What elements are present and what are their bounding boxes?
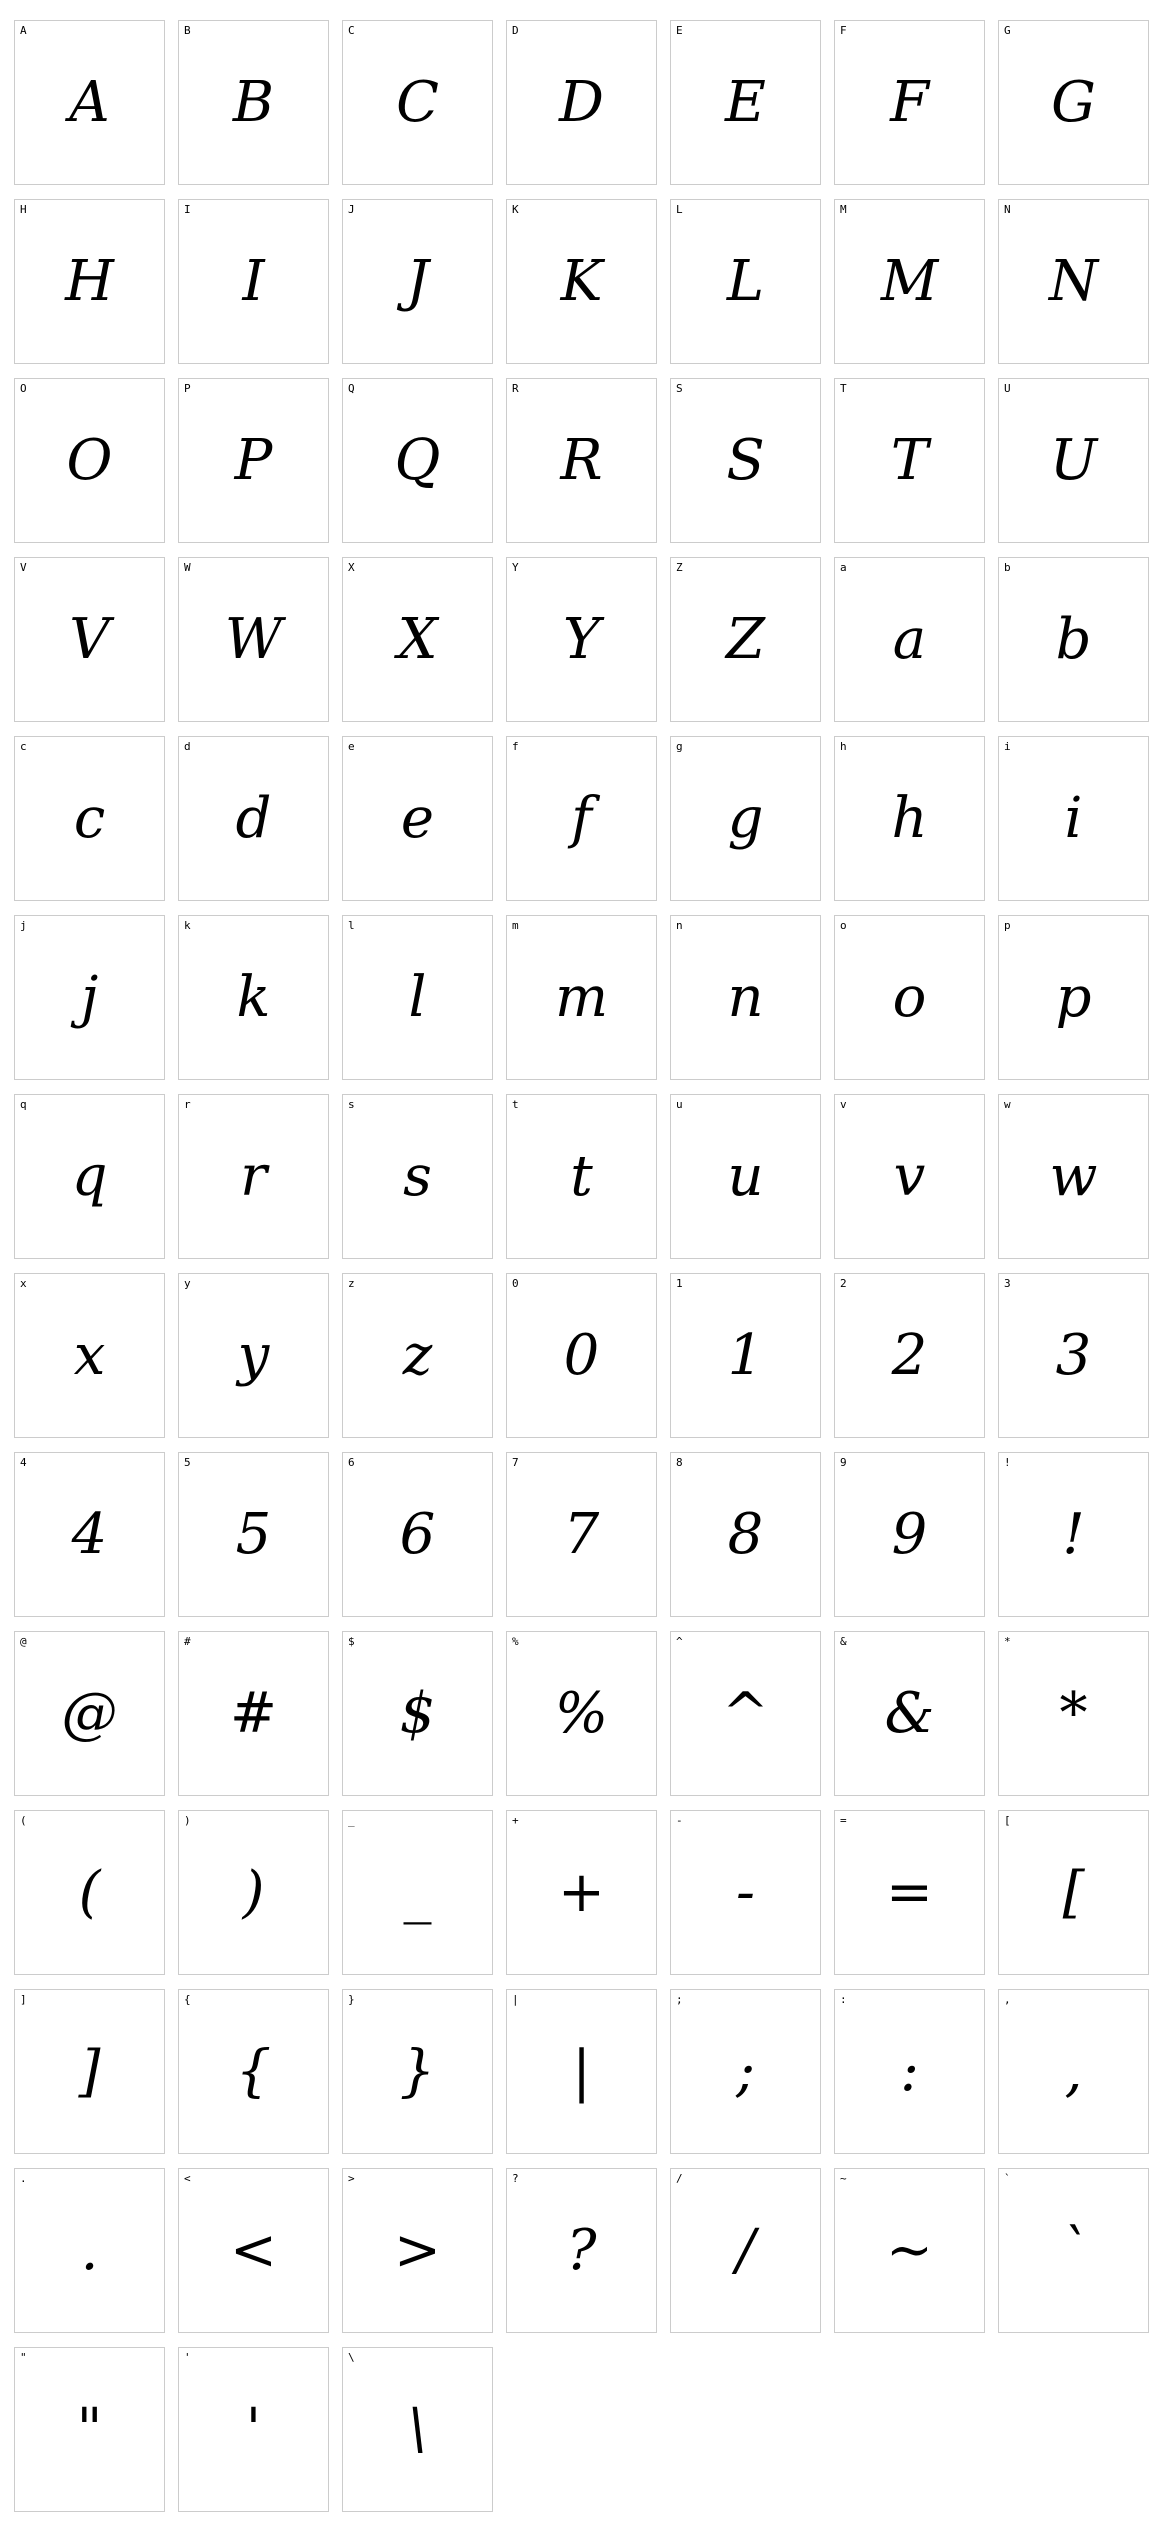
glyph-cell-label: 6 [348,1456,355,1469]
glyph-cell [178,378,329,543]
glyph-cell-label: N [1004,203,1011,216]
glyph-cell [14,557,165,722]
glyph-cell-label: u [676,1098,683,1111]
glyph-cell-label: w [1004,1098,1011,1111]
glyph-cell [834,378,985,543]
glyph-cell [14,1810,165,1975]
glyph-cell-label: q [20,1098,27,1111]
glyph-preview: i [1064,786,1083,851]
glyph-cell-label: / [676,2172,683,2185]
glyph-cell [670,1094,821,1259]
glyph-preview: J [406,249,429,314]
glyph-cell-label: l [348,919,355,932]
glyph-cell [670,915,821,1080]
glyph-cell-label: Z [676,561,683,574]
glyph-preview: h [891,786,928,851]
glyph-cell-label: } [348,1993,355,2006]
glyph-cell [178,1094,329,1259]
glyph-preview: " [76,2397,103,2462]
glyph-cell [998,2168,1149,2333]
glyph-cell [14,1094,165,1259]
glyph-cell-label: c [20,740,27,753]
glyph-preview: ' [245,2397,262,2462]
glyph-cell [670,1810,821,1975]
glyph-preview: 8 [727,1502,764,1567]
glyph-cell [506,1631,657,1796]
glyph-preview: % [554,1681,609,1746]
glyph-cell-label: ~ [840,2172,847,2185]
glyph-cell-label: p [1004,919,1011,932]
glyph-preview: I [242,249,265,314]
glyph-preview: K [560,249,603,314]
glyph-preview: C [396,70,439,135]
glyph-preview: A [69,70,110,135]
glyph-cell [506,557,657,722]
glyph-cell [998,1273,1149,1438]
glyph-preview: z [402,1323,433,1388]
glyph-cell [178,1631,329,1796]
glyph-cell-label: T [840,382,847,395]
glyph-preview: F [890,70,929,135]
glyph-cell-label: ' [184,2351,191,2364]
glyph-preview: H [65,249,114,314]
glyph-cell-label: ` [1004,2172,1011,2185]
glyph-cell [14,2347,165,2512]
glyph-cell-label: . [20,2172,27,2185]
glyph-cell-label: | [512,1993,519,2006]
glyph-preview: p [1055,965,1092,1030]
glyph-cell-label: m [512,919,519,932]
glyph-cell [834,1989,985,2154]
glyph-preview: . [80,2218,99,2283]
glyph-cell-label: $ [348,1635,355,1648]
glyph-cell [14,2168,165,2333]
glyph-preview: a [892,607,927,672]
glyph-preview: N [1049,249,1098,314]
glyph-preview: 5 [235,1502,272,1567]
glyph-cell-label: x [20,1277,27,1290]
glyph-preview: G [1051,70,1096,135]
glyph-preview: ~ [886,2218,933,2283]
glyph-cell-label: I [184,203,191,216]
glyph-cell-label: o [840,919,847,932]
glyph-preview: c [73,786,106,851]
glyph-cell [178,2168,329,2333]
glyph-preview: R [560,428,603,493]
glyph-cell-label: @ [20,1635,27,1648]
glyph-cell-label: ; [676,1993,683,2006]
glyph-preview: e [400,786,435,851]
glyph-cell-label: _ [348,1814,355,1827]
glyph-cell-label: h [840,740,847,753]
glyph-preview: g [727,786,764,851]
glyph-cell-label: A [20,24,27,37]
glyph-cell [670,1631,821,1796]
glyph-cell-label: R [512,382,519,395]
glyph-cell [506,1452,657,1617]
glyph-cell [342,1273,493,1438]
glyph-preview: D [559,70,604,135]
glyph-cell [998,736,1149,901]
glyph-preview: ) [242,1860,265,1925]
glyph-cell-label: ) [184,1814,191,1827]
glyph-cell [834,199,985,364]
glyph-cell [670,557,821,722]
glyph-preview: U [1049,428,1098,493]
glyph-cell-label: { [184,1993,191,2006]
glyph-preview: B [232,70,275,135]
glyph-cell [14,1273,165,1438]
glyph-cell [834,915,985,1080]
glyph-preview: ? [566,2218,597,2283]
glyph-cell-label: U [1004,382,1011,395]
glyph-cell [670,2168,821,2333]
glyph-cell-label: \ [348,2351,355,2364]
glyph-cell [998,557,1149,722]
glyph-cell-label: J [348,203,355,216]
glyph-cell-label: ? [512,2172,519,2185]
glyph-preview: @ [61,1681,118,1746]
glyph-cell-label: v [840,1098,847,1111]
glyph-cell-label: 2 [840,1277,847,1290]
glyph-cell [506,2168,657,2333]
glyph-cell-label: ! [1004,1456,1011,1469]
glyph-cell-label: 3 [1004,1277,1011,1290]
glyph-cell [178,736,329,901]
glyph-cell [14,1631,165,1796]
glyph-cell-label: W [184,561,191,574]
glyph-preview: O [66,428,113,493]
glyph-preview: V [69,607,110,672]
glyph-cell-label: 1 [676,1277,683,1290]
glyph-preview: = [886,1860,933,1925]
glyph-cell-label: O [20,382,27,395]
glyph-cell-label: k [184,919,191,932]
glyph-preview: 1 [727,1323,764,1388]
glyph-preview: 7 [563,1502,600,1567]
glyph-cell [178,915,329,1080]
glyph-cell [178,20,329,185]
glyph-preview: ! [1062,1502,1085,1567]
glyph-cell [14,378,165,543]
glyph-cell-label: ] [20,1993,27,2006]
glyph-cell-label: D [512,24,519,37]
glyph-preview: m [554,965,609,1030]
glyph-preview: , [1064,2039,1083,2104]
glyph-cell [670,1989,821,2154]
glyph-cell [834,1094,985,1259]
glyph-preview: S [726,428,765,493]
glyph-cell-label: M [840,203,847,216]
glyph-preview: b [1055,607,1092,672]
glyph-cell-label: n [676,919,683,932]
glyph-cell [834,2168,985,2333]
glyph-preview: $ [399,1681,436,1746]
glyph-cell-label: y [184,1277,191,1290]
glyph-cell-label: z [348,1277,355,1290]
glyph-preview: + [558,1860,605,1925]
glyph-cell-label: G [1004,24,1011,37]
glyph-cell [834,1810,985,1975]
glyph-cell-label: : [840,1993,847,2006]
glyph-preview: P [234,428,273,493]
glyph-cell-label: Y [512,561,519,574]
glyph-preview: y [237,1323,270,1388]
glyph-preview: ; [736,2039,755,2104]
glyph-cell-label: K [512,203,519,216]
glyph-cell [342,2168,493,2333]
glyph-preview: Y [563,607,600,672]
glyph-preview: f [571,786,592,851]
glyph-cell [670,378,821,543]
glyph-cell [670,1273,821,1438]
glyph-cell-label: E [676,24,683,37]
glyph-cell-label: # [184,1635,191,1648]
glyph-cell [342,2347,493,2512]
glyph-cell [506,1273,657,1438]
glyph-cell [834,557,985,722]
glyph-cell-label: < [184,2172,191,2185]
glyph-cell [342,1810,493,1975]
glyph-cell-label: B [184,24,191,37]
glyph-cell [834,1452,985,1617]
glyph-cell-label: S [676,382,683,395]
glyph-cell [998,1094,1149,1259]
glyph-cell [342,915,493,1080]
glyph-preview: # [230,1681,277,1746]
glyph-cell [342,20,493,185]
glyph-cell-label: 8 [676,1456,683,1469]
glyph-preview: ^ [722,1681,769,1746]
glyph-cell [342,378,493,543]
glyph-cell [506,915,657,1080]
glyph-cell [178,557,329,722]
glyph-preview: ] [78,2039,101,2104]
glyph-cell [342,557,493,722]
glyph-cell [14,915,165,1080]
glyph-preview: ` [1059,2218,1088,2283]
glyph-cell-label: t [512,1098,519,1111]
glyph-preview: o [892,965,927,1030]
glyph-cell-label: L [676,203,683,216]
glyph-cell [14,1989,165,2154]
glyph-preview: E [725,70,766,135]
glyph-preview: M [880,249,939,314]
glyph-cell [178,199,329,364]
glyph-preview: | [572,2039,591,2104]
glyph-cell [506,378,657,543]
glyph-cell [178,1452,329,1617]
glyph-cell [178,1273,329,1438]
glyph-cell [834,736,985,901]
glyph-cell-label: F [840,24,847,37]
glyph-cell [834,1631,985,1796]
glyph-cell-label: 9 [840,1456,847,1469]
glyph-preview: Q [394,428,441,493]
glyph-cell-label: i [1004,740,1011,753]
glyph-preview: 3 [1055,1323,1092,1388]
glyph-preview: X [397,607,438,672]
glyph-cell [998,915,1149,1080]
glyph-cell-label: V [20,561,27,574]
glyph-cell-label: + [512,1814,519,1827]
glyph-preview: Z [726,607,765,672]
glyph-cell [998,199,1149,364]
glyph-preview: k [236,965,271,1030]
glyph-cell-label: d [184,740,191,753]
glyph-cell-label: X [348,561,355,574]
glyph-cell [14,736,165,901]
glyph-cell [670,199,821,364]
glyph-preview: 2 [891,1323,928,1388]
glyph-preview: > [394,2218,441,2283]
glyph-preview: \ [408,2397,427,2462]
glyph-preview: T [890,428,929,493]
glyph-cell-label: 4 [20,1456,27,1469]
glyph-preview: d [235,786,272,851]
glyph-cell [998,1631,1149,1796]
glyph-cell-label: - [676,1814,683,1827]
glyph-cell-label: [ [1004,1814,1011,1827]
glyph-cell [506,1810,657,1975]
glyph-preview: v [893,1144,926,1209]
glyph-cell-label: 0 [512,1277,519,1290]
glyph-cell-label: a [840,561,847,574]
glyph-cell [342,1989,493,2154]
glyph-cell [14,20,165,185]
glyph-cell [506,736,657,901]
glyph-preview: < [230,2218,277,2283]
glyph-cell [506,1989,657,2154]
glyph-cell-label: b [1004,561,1011,574]
glyph-preview: 0 [563,1323,600,1388]
glyph-cell-label: g [676,740,683,753]
glyph-cell-label: 5 [184,1456,191,1469]
glyph-cell [998,1810,1149,1975]
glyph-preview: _ [403,1860,432,1925]
glyph-preview: : [900,2039,919,2104]
glyph-cell [506,20,657,185]
glyph-cell [998,1989,1149,2154]
glyph-preview: q [71,1144,108,1209]
glyph-cell-label: ( [20,1814,27,1827]
glyph-preview: W [224,607,283,672]
glyph-preview: 4 [71,1502,108,1567]
glyph-cell [342,1452,493,1617]
glyph-cell-label: & [840,1635,847,1648]
glyph-cell-label: j [20,919,27,932]
glyph-cell-label: Q [348,382,355,395]
glyph-preview: L [726,249,765,314]
glyph-preview: x [73,1323,106,1388]
glyph-preview: / [736,2218,755,2283]
glyph-cell [342,1631,493,1796]
glyph-preview: j [80,965,99,1030]
glyph-preview: } [399,2039,436,2104]
glyph-cell-label: " [20,2351,27,2364]
glyph-cell-label: e [348,740,355,753]
glyph-cell-label: * [1004,1635,1011,1648]
glyph-cell-label: 7 [512,1456,519,1469]
glyph-cell-label: , [1004,1993,1011,2006]
glyph-cell [178,1810,329,1975]
glyph-cell [14,199,165,364]
glyph-cell-label: C [348,24,355,37]
glyph-cell-label: f [512,740,519,753]
glyph-cell-label: s [348,1098,355,1111]
glyph-preview: r [240,1144,267,1209]
glyph-preview: & [884,1681,935,1746]
glyph-cell [342,736,493,901]
glyph-cell [998,378,1149,543]
glyph-preview: [ [1062,1860,1085,1925]
glyph-cell [178,1989,329,2154]
glyph-preview: 9 [891,1502,928,1567]
glyph-cell [998,1452,1149,1617]
glyph-cell-label: ^ [676,1635,683,1648]
glyph-cell-label: r [184,1098,191,1111]
glyph-cell [998,20,1149,185]
glyph-preview: { [235,2039,272,2104]
glyph-preview: u [727,1144,764,1209]
glyph-cell [506,199,657,364]
glyph-cell [834,1273,985,1438]
glyph-cell [670,736,821,901]
glyph-cell [670,1452,821,1617]
glyph-preview: 6 [399,1502,436,1567]
glyph-cell [670,20,821,185]
glyph-cell-label: P [184,382,191,395]
glyph-preview: * [1059,1681,1088,1746]
glyph-preview: l [408,965,427,1030]
glyph-cell [14,1452,165,1617]
glyph-preview: s [403,1144,432,1209]
glyph-preview: w [1049,1144,1098,1209]
glyph-cell-label: = [840,1814,847,1827]
glyph-cell-label: H [20,203,27,216]
glyph-cell [506,1094,657,1259]
glyph-preview: ( [78,1860,101,1925]
glyph-preview: n [727,965,764,1030]
glyph-cell-label: > [348,2172,355,2185]
glyph-cell-label: % [512,1635,519,1648]
glyph-preview: t [570,1144,593,1209]
glyph-cell [342,1094,493,1259]
glyph-preview: - [736,1860,755,1925]
glyph-cell [834,20,985,185]
glyph-cell [342,199,493,364]
glyph-cell [178,2347,329,2512]
